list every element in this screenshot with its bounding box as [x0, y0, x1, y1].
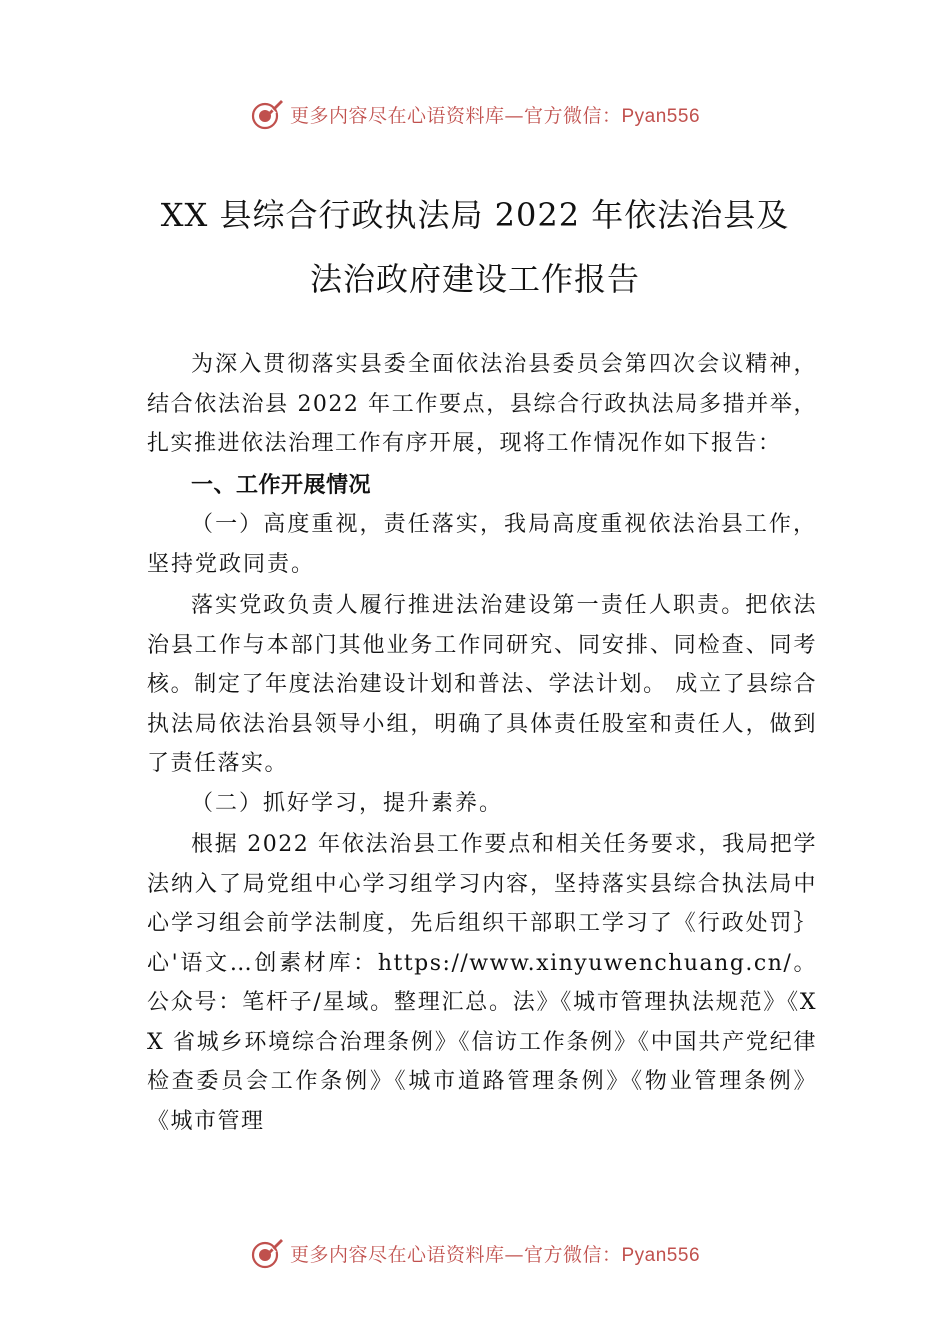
header-banner-text	[290, 101, 700, 128]
body-paragraph-2: 根据 2022 年依法治县工作要点和相关任务要求，我局把学法纳入了局党组中心学习组学习内容，坚持落实县综合执法局中心学习组会前学法制度，先后组织干部职工学习了《行政处罚｝心'语文…创素材库：https://www.xinyuwenchuang.cn/。公众号：笔杆子/星域。整理汇总。法》《城市管理执法规范》《XX 省城乡环境综合治理条例》《信访工作条例》《中国共产党纪律检查委员会工作条例》《城市道路管理条例》《物业管理条例》《城市管理	[147, 832, 817, 1134]
footer-banner-text	[290, 1240, 700, 1267]
quill-pen-seal-icon	[250, 97, 284, 131]
body-paragraph-1: 落实党政负责人履行推进法治建设第一责任人职责。把依法治县工作与本部门其他业务工作同研究、同安排、同检查、同考核。制定了年度法治建设计划和普法、学法计划。 成立了县综合执法局依法治县领导小组，明确了具体责任股室和责任人，做到了责任落实。	[147, 593, 817, 776]
footer-wechat-label: 官方微信：	[523, 1243, 622, 1266]
footer-banner	[0, 1233, 950, 1273]
document-body	[147, 345, 817, 1141]
section-heading-1: 一、工作开展情况	[191, 472, 372, 498]
header-banner-separator: —	[504, 104, 524, 127]
header-banner	[0, 94, 950, 134]
document-title-line2: 法治政府建设工作报告	[309, 260, 640, 298]
subsection-heading-2: （二）抓好学习，提升素养。	[191, 790, 504, 816]
header-banner-slogan: 更多内容尽在心语资料库	[289, 104, 505, 127]
footer-banner-slogan: 更多内容尽在心语资料库	[289, 1243, 505, 1266]
footer-wechat-id: Pyan556	[621, 1244, 701, 1266]
subsection-heading-1: （一）高度重视，责任落实，我局高度重视依法治县工作，坚持党政同责。	[147, 512, 817, 577]
header-wechat-id: Pyan556	[621, 105, 701, 127]
header-wechat-label: 官方微信：	[523, 104, 622, 127]
document-title-line1: XX 县综合行政执法局 2022 年依法治县及	[160, 196, 790, 234]
intro-paragraph: 为深入贯彻落实县委全面依法治县委员会第四次会议精神，结合依法治县 2022 年工作要点，县综合行政执法局多措并举，扎实推进依法治理工作有序开展，现将工作情况作如下报告：	[147, 352, 817, 456]
quill-pen-seal-icon	[250, 1236, 284, 1270]
footer-banner-separator: —	[504, 1243, 524, 1266]
